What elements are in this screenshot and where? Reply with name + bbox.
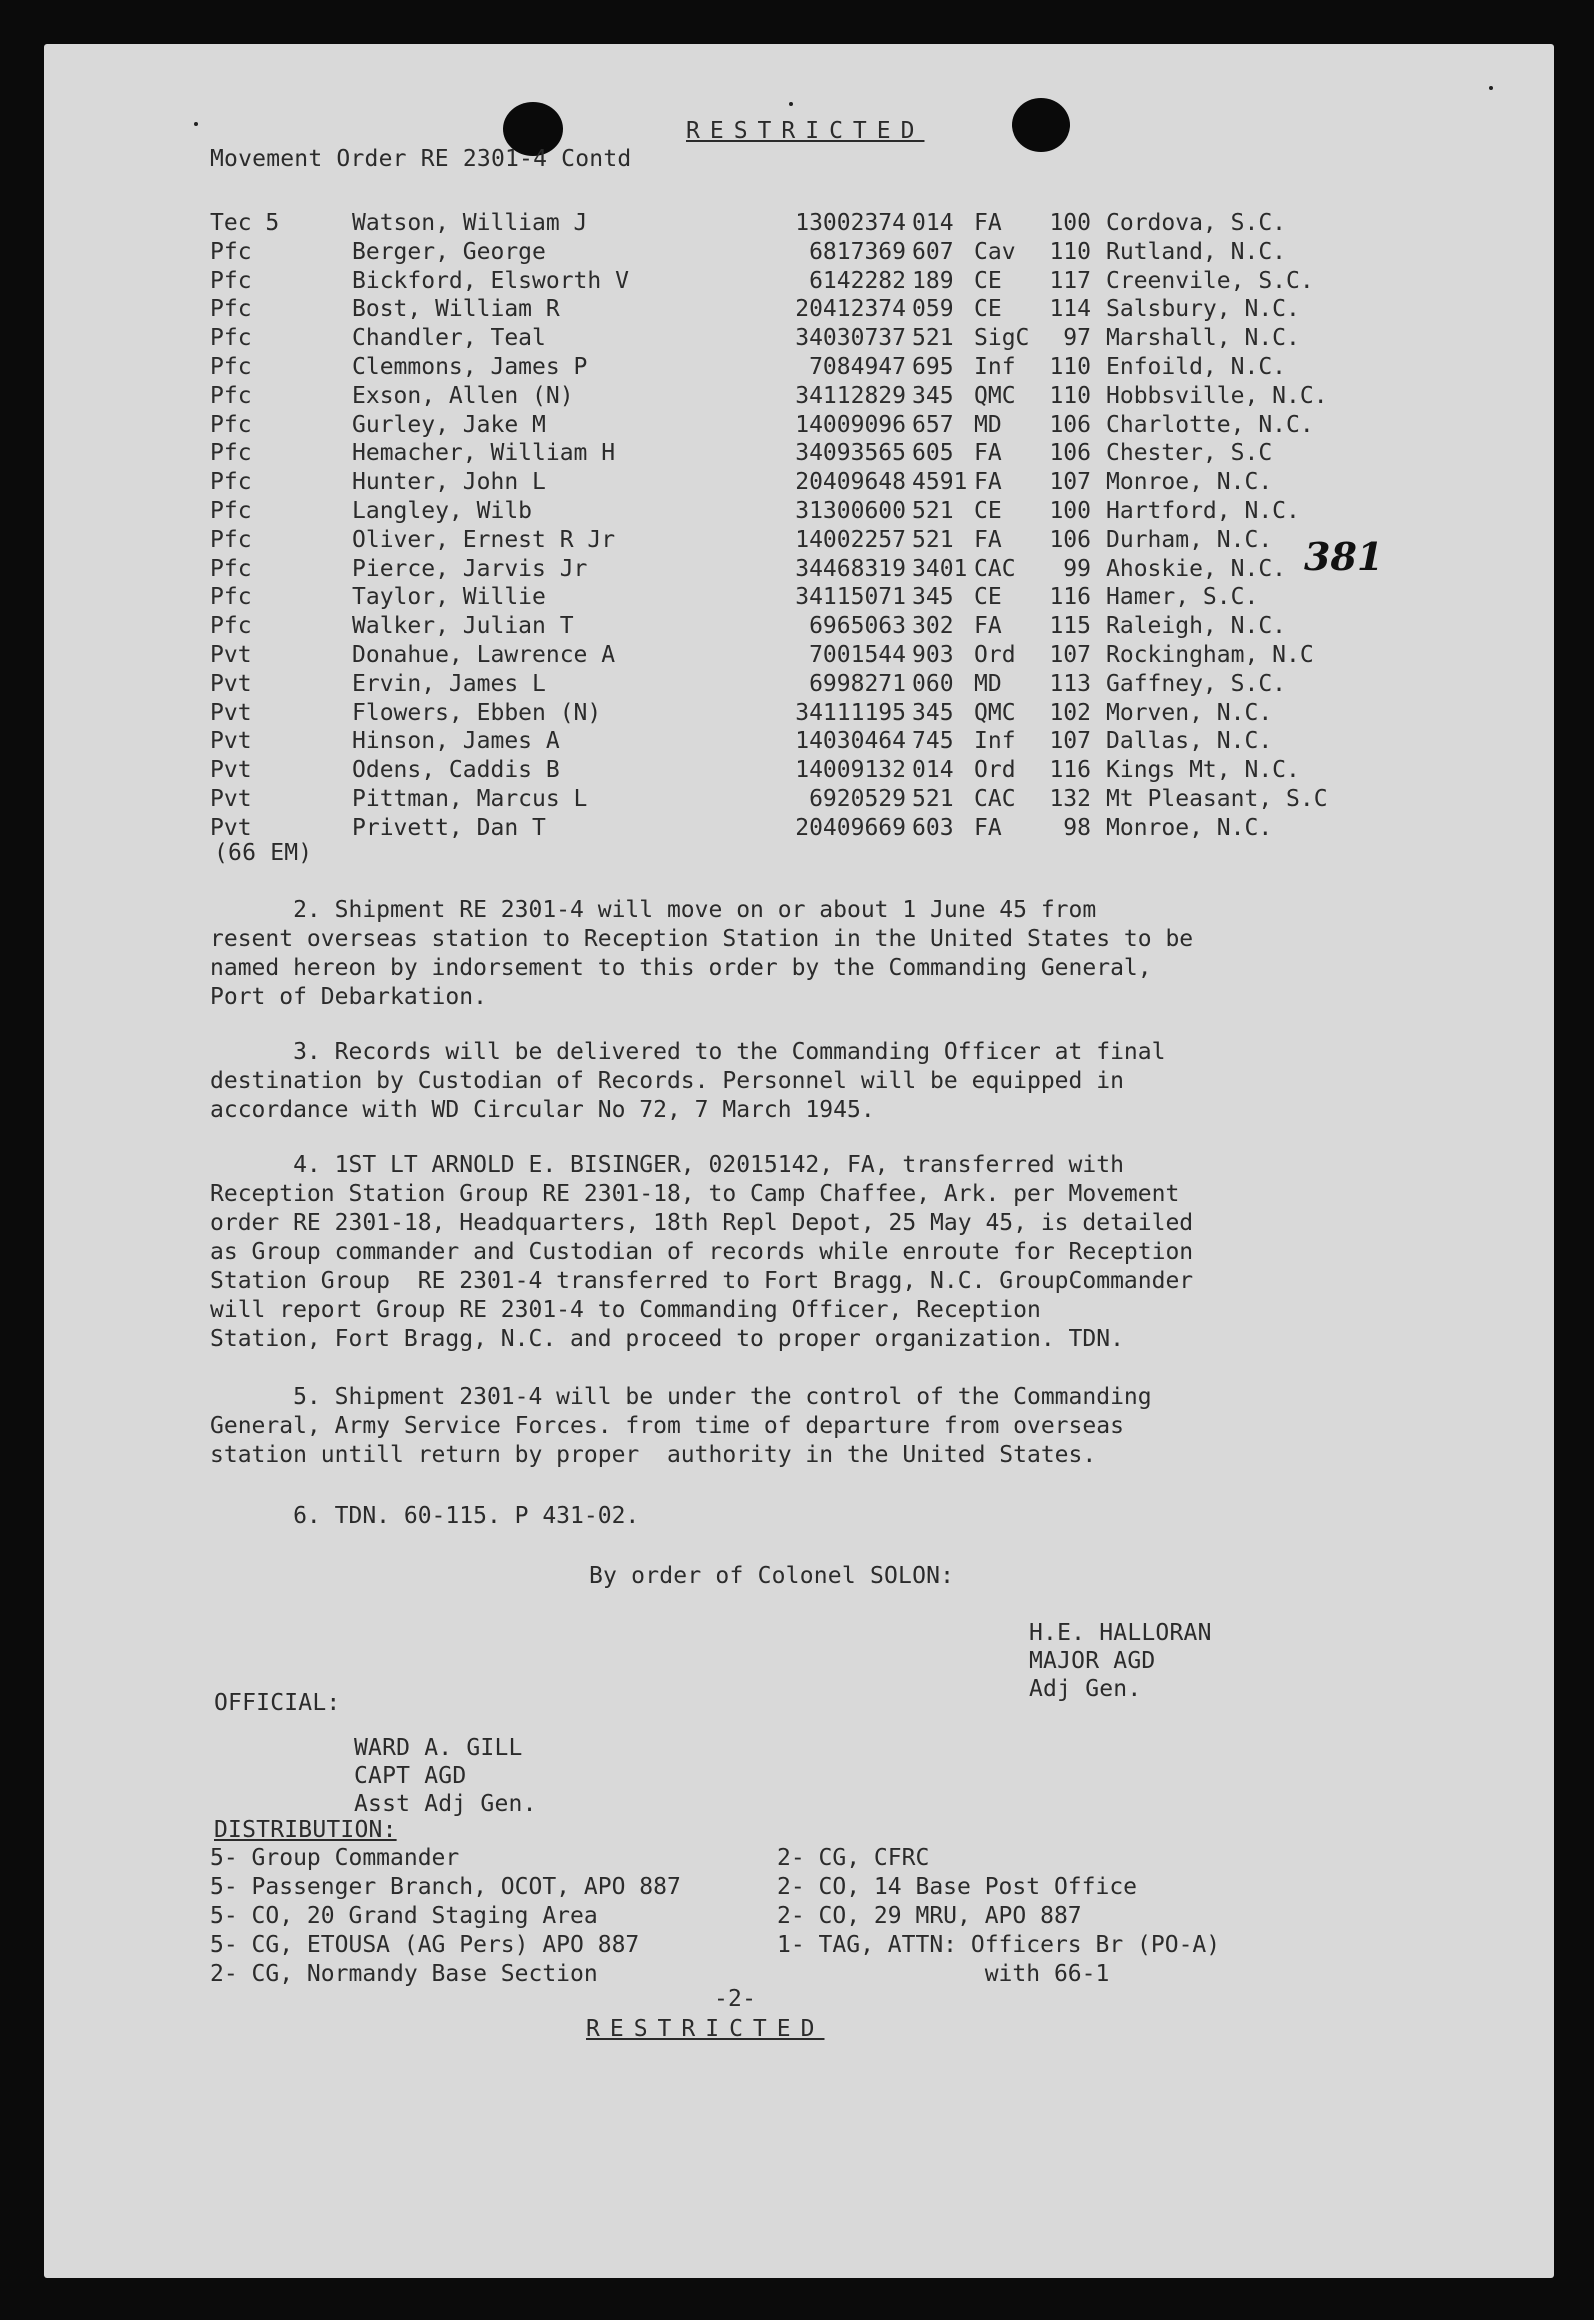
- roster-mos: 014: [912, 210, 954, 236]
- paragraph-2: 2. Shipment RE 2301-4 will move on or about 1 June 45 from resent overseas station to Reception Station in the United States to be named hereon by indorsement to this order by the Commanding General, Port of Debarkation.: [210, 897, 1194, 1010]
- distribution-item: 5- Passenger Branch, OCOT, APO 887: [210, 1874, 681, 1900]
- roster-place: Rutland, N.C.: [1106, 238, 1287, 265]
- document-page: [44, 44, 1554, 2278]
- distribution-label: DISTRIBUTION:: [214, 1817, 397, 1843]
- roster-mos: 345: [912, 382, 954, 409]
- table-row: [44, 671, 1554, 699]
- roster-name: Clemmons, James P: [352, 354, 588, 380]
- roster-number: 102: [1049, 699, 1091, 726]
- roster-name: Privett, Dan T: [352, 814, 546, 841]
- roster-grade: Pfc: [210, 411, 252, 438]
- roster-place: Charlotte, N.C.: [1106, 411, 1314, 438]
- table-row: [44, 296, 1554, 324]
- roster-grade: Pvt: [210, 757, 252, 784]
- roster-grade: Pfc: [210, 526, 252, 553]
- roster-grade: Pfc: [210, 613, 252, 640]
- roster-serial: 34468319: [795, 555, 906, 582]
- roster-name: Chandler, Teal: [352, 325, 546, 352]
- roster-mos: 745: [912, 728, 954, 755]
- roster-serial: 34112829: [795, 382, 906, 409]
- roster-grade: Pvt: [210, 728, 252, 755]
- roster-grade: Pvt: [210, 699, 252, 726]
- distribution-item: 2- CG, CFRC: [777, 1845, 930, 1871]
- roster-grade: Pfc: [210, 296, 252, 323]
- roster-arm: QMC: [974, 699, 1016, 726]
- roster-place: Creenvile, S.C.: [1106, 267, 1314, 294]
- roster-number: 115: [1049, 613, 1091, 640]
- roster-grade: Pfc: [210, 584, 252, 611]
- roster-number: 113: [1049, 670, 1091, 697]
- roster-serial: 20409648: [795, 469, 906, 496]
- roster-arm: SigC: [974, 325, 1030, 352]
- roster-serial: 34030737: [795, 325, 906, 352]
- distribution-item: 2- CO, 14 Base Post Office: [777, 1874, 1138, 1900]
- roster-number: 100: [1049, 498, 1091, 524]
- roster-place: Raleigh, N.C.: [1106, 613, 1287, 640]
- roster-name: Ervin, James L: [352, 670, 546, 697]
- em-count: (66 EM): [214, 840, 313, 866]
- table-row: [44, 757, 1554, 785]
- roster-arm: FA: [974, 440, 1002, 467]
- signer-rank: MAJOR AGD: [1029, 1648, 1156, 1674]
- roster-serial: 6142282: [809, 267, 906, 294]
- roster-name: Hemacher, William H: [352, 440, 616, 467]
- roster-mos: 3401: [912, 555, 968, 582]
- roster-number: 107: [1049, 469, 1091, 496]
- roster-name: Oliver, Ernest R Jr: [352, 526, 616, 553]
- roster-arm: MD: [974, 670, 1002, 697]
- roster-place: Marshall, N.C.: [1106, 325, 1300, 352]
- roster-name: Flowers, Ebben (N): [352, 699, 602, 726]
- roster-name: Watson, William J: [352, 210, 588, 236]
- roster-name: Exson, Allen (N): [352, 382, 574, 409]
- distribution-list-left: [210, 1844, 681, 1989]
- roster-place: Chester, S.C: [1106, 440, 1273, 467]
- roster-place: Ahoskie, N.C.: [1106, 555, 1287, 582]
- roster-number: 106: [1049, 411, 1091, 438]
- roster-mos: 903: [912, 642, 954, 668]
- roster-mos: 189: [912, 267, 954, 294]
- roster-serial: 34115071: [795, 584, 906, 611]
- roster-serial: 34111195: [795, 699, 906, 726]
- roster-place: Salsbury, N.C.: [1106, 296, 1300, 323]
- order-line: By order of Colonel SOLON:: [589, 1563, 955, 1589]
- roster-mos: 657: [912, 411, 954, 438]
- roster-serial: 6817369: [809, 238, 906, 265]
- roster-serial: 31300600: [795, 498, 906, 524]
- roster-serial: 6998271: [809, 670, 906, 697]
- roster-place: Enfoild, N.C.: [1106, 354, 1287, 380]
- official-name: WARD A. GILL: [354, 1735, 523, 1761]
- roster-grade: Pfc: [210, 238, 252, 265]
- roster-grade: Pvt: [210, 814, 252, 841]
- table-row: [44, 469, 1554, 497]
- table-row: [44, 642, 1554, 670]
- roster-name: Odens, Caddis B: [352, 757, 560, 784]
- distribution-list-right: [777, 1844, 1220, 1989]
- roster-name: Gurley, Jake M: [352, 411, 546, 438]
- roster-serial: 20412374: [795, 296, 906, 323]
- roster-number: 116: [1049, 757, 1091, 784]
- roster-arm: FA: [974, 814, 1002, 841]
- roster-arm: MD: [974, 411, 1002, 438]
- roster-grade: Pfc: [210, 498, 252, 524]
- roster-mos: 302: [912, 613, 954, 640]
- roster-arm: CE: [974, 267, 1002, 294]
- roster-name: Taylor, Willie: [352, 584, 546, 611]
- roster-serial: 14009132: [795, 757, 906, 784]
- roster-name: Donahue, Lawrence A: [352, 642, 616, 668]
- ink-speck: [194, 122, 198, 126]
- restricted-footer: RESTRICTED: [586, 2016, 825, 2042]
- distribution-item: 1- TAG, ATTN: Officers Br (PO-A): [777, 1932, 1221, 1958]
- roster-mos: 603: [912, 814, 954, 841]
- roster-mos: 4591: [912, 469, 968, 496]
- roster-place: Rockingham, N.C: [1106, 642, 1314, 668]
- distribution-item: 5- CG, ETOUSA (AG Pers) APO 887: [210, 1932, 640, 1958]
- page-stamp-number: 381: [1304, 534, 1384, 579]
- table-row: [44, 527, 1554, 555]
- paragraph-5: 5. Shipment 2301-4 will be under the control of the Commanding General, Army Service Forces. from time of departure from overseas station untill return by proper authority in the United States.: [210, 1384, 1152, 1468]
- roster-name: Bost, William R: [352, 296, 560, 323]
- roster-grade: Pvt: [210, 642, 252, 668]
- roster-arm: QMC: [974, 382, 1016, 409]
- roster-number: 97: [1063, 325, 1091, 352]
- roster-arm: CAC: [974, 786, 1016, 812]
- roster-arm: FA: [974, 613, 1002, 640]
- roster-number: 110: [1049, 238, 1091, 265]
- roster-place: Durham, N.C.: [1106, 526, 1273, 553]
- roster-arm: CE: [974, 296, 1002, 323]
- table-row: [44, 584, 1554, 612]
- roster-arm: FA: [974, 469, 1002, 496]
- roster-number: 132: [1049, 786, 1091, 812]
- table-row: [44, 354, 1554, 382]
- signer-name: H.E. HALLORAN: [1029, 1620, 1212, 1646]
- roster-grade: Pfc: [210, 382, 252, 409]
- roster-number: 100: [1049, 210, 1091, 236]
- paragraph-4: 4. 1ST LT ARNOLD E. BISINGER, 02015142, FA, transferred with Reception Station Group RE 2301-18, to Camp Chaffee, Ark. per Movement order RE 2301-18, Headquarters, 18th Repl Depot, 25 May 45, is detailed as Group commander and Custodian of records while enroute for Reception Station Group RE 2301-4 transferred to Fort Bragg, N.C. GroupCommander will report Group RE 2301-4 to Commanding Officer, Reception Station, Fort Bragg, N.C. and proceed to proper organization. TDN.: [210, 1152, 1194, 1352]
- paragraph-3: 3. Records will be delivered to the Commanding Officer at final destination by Custodian of Records. Personnel will be equipped in accordance with WD Circular No 72, 7 March 1945.: [210, 1039, 1166, 1123]
- roster-place: Gaffney, S.C.: [1106, 670, 1287, 697]
- roster-name: Berger, George: [352, 238, 546, 265]
- roster-serial: 6965063: [809, 613, 906, 640]
- roster-serial: 14009096: [795, 411, 906, 438]
- roster-name: Langley, Wilb: [352, 498, 533, 524]
- roster-grade: Pfc: [210, 555, 252, 582]
- distribution-item: 5- CO, 20 Grand Staging Area: [210, 1903, 598, 1929]
- roster-place: Dallas, N.C.: [1106, 728, 1273, 755]
- roster-arm: FA: [974, 526, 1002, 553]
- roster-mos: 521: [912, 325, 954, 352]
- signer-title: Adj Gen.: [1029, 1676, 1142, 1702]
- roster-mos: 345: [912, 584, 954, 611]
- ink-speck: [789, 102, 793, 106]
- roster-place: Cordova, S.C.: [1106, 210, 1287, 236]
- roster-serial: 6920529: [809, 786, 906, 812]
- roster-arm: Ord: [974, 642, 1016, 668]
- roster-arm: Ord: [974, 757, 1016, 784]
- roster-grade: Pfc: [210, 354, 252, 380]
- roster-arm: Inf: [974, 354, 1016, 380]
- table-row: [44, 556, 1554, 584]
- roster-mos: 607: [912, 238, 954, 265]
- page-number: -2-: [714, 1986, 757, 2012]
- roster-mos: 521: [912, 526, 954, 553]
- roster-name: Hunter, John L: [352, 469, 546, 496]
- table-row: [44, 498, 1554, 526]
- roster-name: Pittman, Marcus L: [352, 786, 588, 812]
- roster-place: Monroe, N.C.: [1106, 469, 1273, 496]
- roster-number: 114: [1049, 296, 1091, 323]
- roster-number: 110: [1049, 354, 1091, 380]
- roster-grade: Pfc: [210, 469, 252, 496]
- roster-name: Pierce, Jarvis Jr: [352, 555, 588, 582]
- roster-grade: Pfc: [210, 325, 252, 352]
- roster-mos: 059: [912, 296, 954, 323]
- table-row: [44, 210, 1554, 238]
- roster-number: 106: [1049, 440, 1091, 467]
- table-row: [44, 613, 1554, 641]
- table-row: [44, 239, 1554, 267]
- official-label: OFFICIAL:: [214, 1690, 341, 1716]
- restricted-header: RESTRICTED: [686, 118, 925, 144]
- official-title: Asst Adj Gen.: [354, 1791, 537, 1817]
- roster-arm: CE: [974, 584, 1002, 611]
- table-row: [44, 412, 1554, 440]
- table-row: [44, 815, 1554, 843]
- punch-hole-right: [1012, 98, 1070, 152]
- roster-grade: Pvt: [210, 670, 252, 697]
- roster-number: 116: [1049, 584, 1091, 611]
- roster-number: 107: [1049, 642, 1091, 668]
- roster-mos: 345: [912, 699, 954, 726]
- roster-arm: Inf: [974, 728, 1016, 755]
- roster-place: Hobbsville, N.C.: [1106, 382, 1328, 409]
- table-row: [44, 700, 1554, 728]
- roster-arm: CAC: [974, 555, 1016, 582]
- official-rank: CAPT AGD: [354, 1763, 467, 1789]
- roster-place: Hamer, S.C.: [1106, 584, 1259, 611]
- roster-grade: Tec 5: [210, 210, 280, 236]
- roster-arm: FA: [974, 210, 1002, 236]
- table-row: [44, 728, 1554, 756]
- roster-grade: Pfc: [210, 440, 252, 467]
- distribution-item: 5- Group Commander: [210, 1845, 460, 1871]
- roster-mos: 695: [912, 354, 954, 380]
- roster-serial: 34093565: [795, 440, 906, 467]
- roster-number: 106: [1049, 526, 1091, 553]
- roster-number: 117: [1049, 267, 1091, 294]
- paragraph-6: 6. TDN. 60-115. P 431-02.: [210, 1503, 640, 1529]
- roster-place: Mt Pleasant, S.C: [1106, 786, 1328, 812]
- roster-serial: 13002374: [795, 210, 906, 236]
- roster-grade: Pfc: [210, 267, 252, 294]
- roster-number: 98: [1063, 814, 1091, 841]
- roster-mos: 014: [912, 757, 954, 784]
- roster-mos: 521: [912, 786, 954, 812]
- roster-arm: Cav: [974, 238, 1016, 265]
- document-title: Movement Order RE 2301-4 Contd: [210, 146, 632, 172]
- table-row: [44, 786, 1554, 814]
- distribution-item: 2- CO, 29 MRU, APO 887: [777, 1903, 1082, 1929]
- roster-number: 107: [1049, 728, 1091, 755]
- table-row: [44, 383, 1554, 411]
- table-row: [44, 268, 1554, 296]
- roster-name: Bickford, Elsworth V: [352, 267, 629, 294]
- roster-mos: 521: [912, 498, 954, 524]
- roster-mos: 060: [912, 670, 954, 697]
- ink-speck: [1489, 86, 1493, 90]
- roster-place: Hartford, N.C.: [1106, 498, 1300, 524]
- roster-place: Monroe, N.C.: [1106, 814, 1273, 841]
- roster-serial: 14030464: [795, 728, 906, 755]
- roster-arm: CE: [974, 498, 1002, 524]
- roster-place: Kings Mt, N.C.: [1106, 757, 1300, 784]
- roster-name: Walker, Julian T: [352, 613, 574, 640]
- roster-serial: 14002257: [795, 526, 906, 553]
- distribution-item: with 66-1: [777, 1961, 1110, 1987]
- roster-name: Hinson, James A: [352, 728, 560, 755]
- table-row: [44, 440, 1554, 468]
- roster-mos: 605: [912, 440, 954, 467]
- roster-number: 110: [1049, 382, 1091, 409]
- roster-serial: 20409669: [795, 814, 906, 841]
- distribution-item: 2- CG, Normandy Base Section: [210, 1961, 598, 1987]
- roster-serial: 7001544: [809, 642, 906, 668]
- roster-place: Morven, N.C.: [1106, 699, 1273, 726]
- roster-serial: 7084947: [809, 354, 906, 380]
- roster-grade: Pvt: [210, 786, 252, 812]
- roster-number: 99: [1063, 555, 1091, 582]
- table-row: [44, 325, 1554, 353]
